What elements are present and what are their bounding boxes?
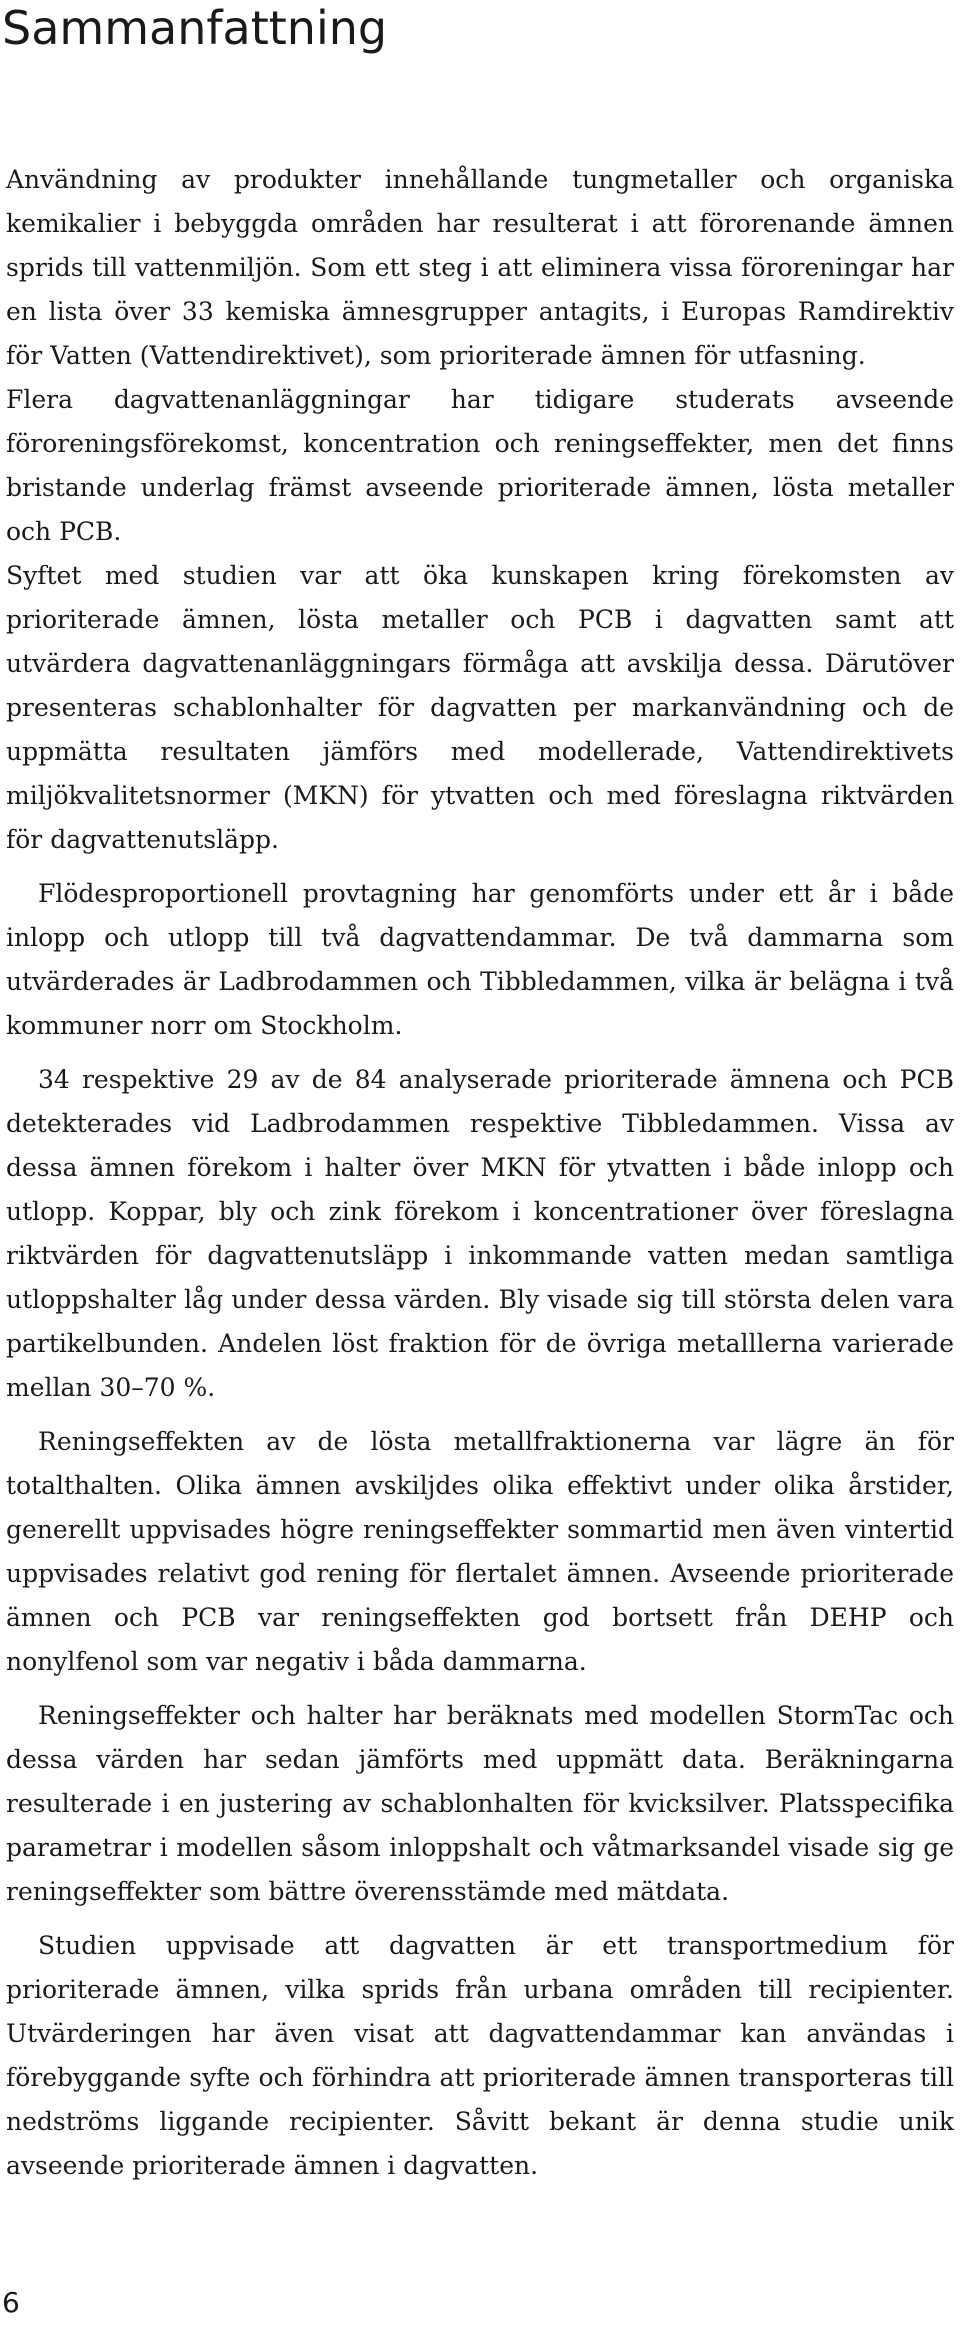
paragraph-2: Flera dagvattenanläggningar har tidigare studerats avseende föroreningsförekomst, koncentration och reningseffekter, men det finns bristande underlag främst avseende prioriterade ämnen, lösta metaller och PCB. <box>6 385 954 546</box>
paragraph-5: 34 respektive 29 av de 84 analyserade prioriterade ämnena och PCB detekterades vid Ladbrodammen respektive Tibbledammen. Vissa av dessa ämnen förekom i halter över MKN för ytvatten i både inlopp och utlopp. Koppar, bly och zink förekom i koncentrationer över föreslagna riktvärden för dagvattenutsläpp i inkommande vatten medan samtliga utloppshalter låg under dessa värden. Bly visade sig till största delen vara partikelbunden. Andelen löst fraktion för de övriga metalllerna varierade mellan 30–70 %. <box>6 1065 954 1402</box>
paragraph-4: Flödesproportionell provtagning har genomförts under ett år i både inlopp och utlopp till två dagvattendammar. De två dammarna som utvärderades är Ladbrodammen och Tibbledammen, vilka är belägna i två kommuner norr om Stockholm. <box>6 879 954 1040</box>
paragraph-3: Syftet med studien var att öka kunskapen kring förekomsten av prioriterade ämnen, lösta metaller och PCB i dagvatten samt att utvärdera dagvattenanläggningars förmåga att avskilja dessa. Därutöver presenteras schablonhalter för dagvatten per markanvändning och de uppmätta resultaten jämförs med modellerade, Vattendirektivets miljökvalitetsnormer (MKN) för ytvatten och med föreslagna riktvärden för dagvattenutsläpp. <box>6 561 954 854</box>
paragraph-1: Användning av produkter innehållande tungmetaller och organiska kemikalier i bebyggda områden har resulterat i att förorenande ämnen sprids till vattenmiljön. Som ett steg i att eliminera vissa föroreningar har en lista över 33 kemiska ämnesgrupper antagits, i Europas Ramdirektiv för Vatten (Vattendirektivet), som prioriterade ämnen för utfasning. <box>6 165 954 370</box>
page-number: 6 <box>2 2286 20 2319</box>
paragraph-8: Studien uppvisade att dagvatten är ett transportmedium för prioriterade ämnen, vilka sprids från urbana områden till recipienter. Utvärderingen har även visat att dagvattendammar kan användas i förebyggande syfte och förhindra att prioriterade ämnen transporteras till nedströms liggande recipienter. Såvitt bekant är denna studie unik avseende prioriterade ämnen i dagvatten. <box>6 1931 954 2180</box>
page-title: Sammanfattning <box>2 1 388 55</box>
summary-body <box>6 158 954 2188</box>
paragraph-6: Reningseffekten av de lösta metallfraktionerna var lägre än för totalthalten. Olika ämnen avskiljdes olika effektivt under olika årstider, generellt uppvisades högre reningseffekter sommartid men även vintertid uppvisades relativt god rening för flertalet ämnen. Avseende prioriterade ämnen och PCB var reningseffekten god bortsett från DEHP och nonylfenol som var negativ i båda dammarna. <box>6 1427 954 1676</box>
paragraph-7: Reningseffekter och halter har beräknats med modellen StormTac och dessa värden har sedan jämförts med uppmätt data. Beräkningarna resulterade i en justering av schablonhalten för kvicksilver. Platsspecifika parametrar i modellen såsom inloppshalt och våtmarksandel visade sig ge reningseffekter som bättre överensstämde med mätdata. <box>6 1701 954 1906</box>
